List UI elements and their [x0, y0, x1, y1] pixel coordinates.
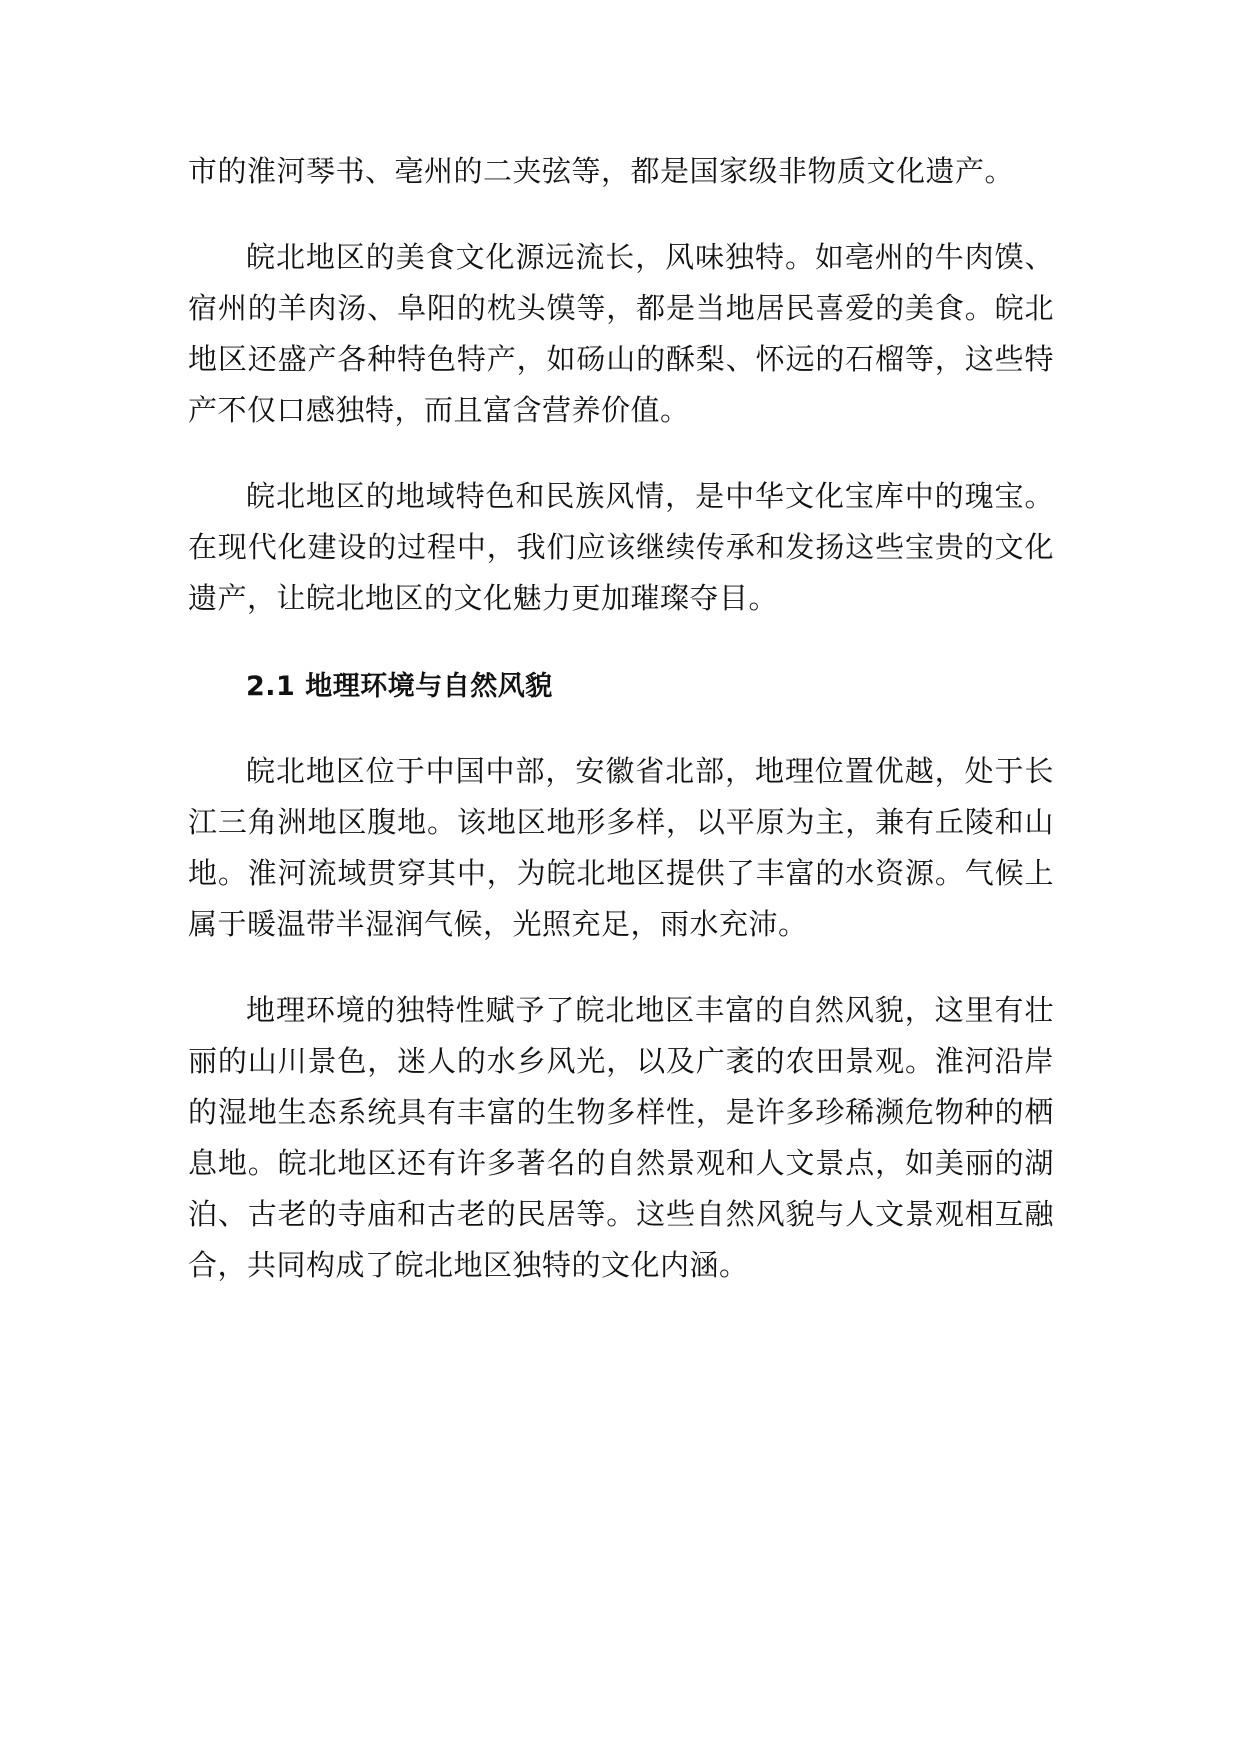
document-body [188, 146, 1054, 1326]
paragraph-natural-scenery: 地理环境的独特性赋予了皖北地区丰富的自然风貌，这里有壮丽的山川景色，迷人的水乡风光，以及广袤的农田景观。淮河沿岸的湿地生态系统具有丰富的生物多样性，是许多珍稀濒危物种的栖息地。皖北地区还有许多著名的自然景观和人文景点，如美丽的湖泊、古老的寺庙和古老的民居等。这些自然风貌与人文景观相互融合，共同构成了皖北地区独特的文化内涵。 [188, 993, 1054, 1282]
paragraph-continued: 市的淮河琴书、亳州的二夹弦等，都是国家级非物质文化遗产。 [188, 154, 1015, 188]
paragraph-regional-features: 皖北地区的地域特色和民族风情，是中华文化宝库中的瑰宝。在现代化建设的过程中，我们应该继续传承和发扬这些宝贵的文化遗产，让皖北地区的文化魅力更加璀璨夺目。 [188, 479, 1054, 615]
section-heading: 2.1 地理环境与自然风貌 [246, 671, 553, 702]
paragraph-geography: 皖北地区位于中国中部，安徽省北部，地理位置优越，处于长江三角洲地区腹地。该地区地形多样，以平原为主，兼有丘陵和山地。淮河流域贯穿其中，为皖北地区提供了丰富的水资源。气候上属于暖温带半湿润气候，光照充足，雨水充沛。 [188, 754, 1054, 941]
paragraph-food-culture: 皖北地区的美食文化源远流长，风味独特。如亳州的牛肉馍、宿州的羊肉汤、阜阳的枕头馍等，都是当地居民喜爱的美食。皖北地区还盛产各种特色特产，如砀山的酥梨、怀远的石榴等，这些特产不仅口感独特，而且富含营养价值。 [188, 240, 1054, 427]
